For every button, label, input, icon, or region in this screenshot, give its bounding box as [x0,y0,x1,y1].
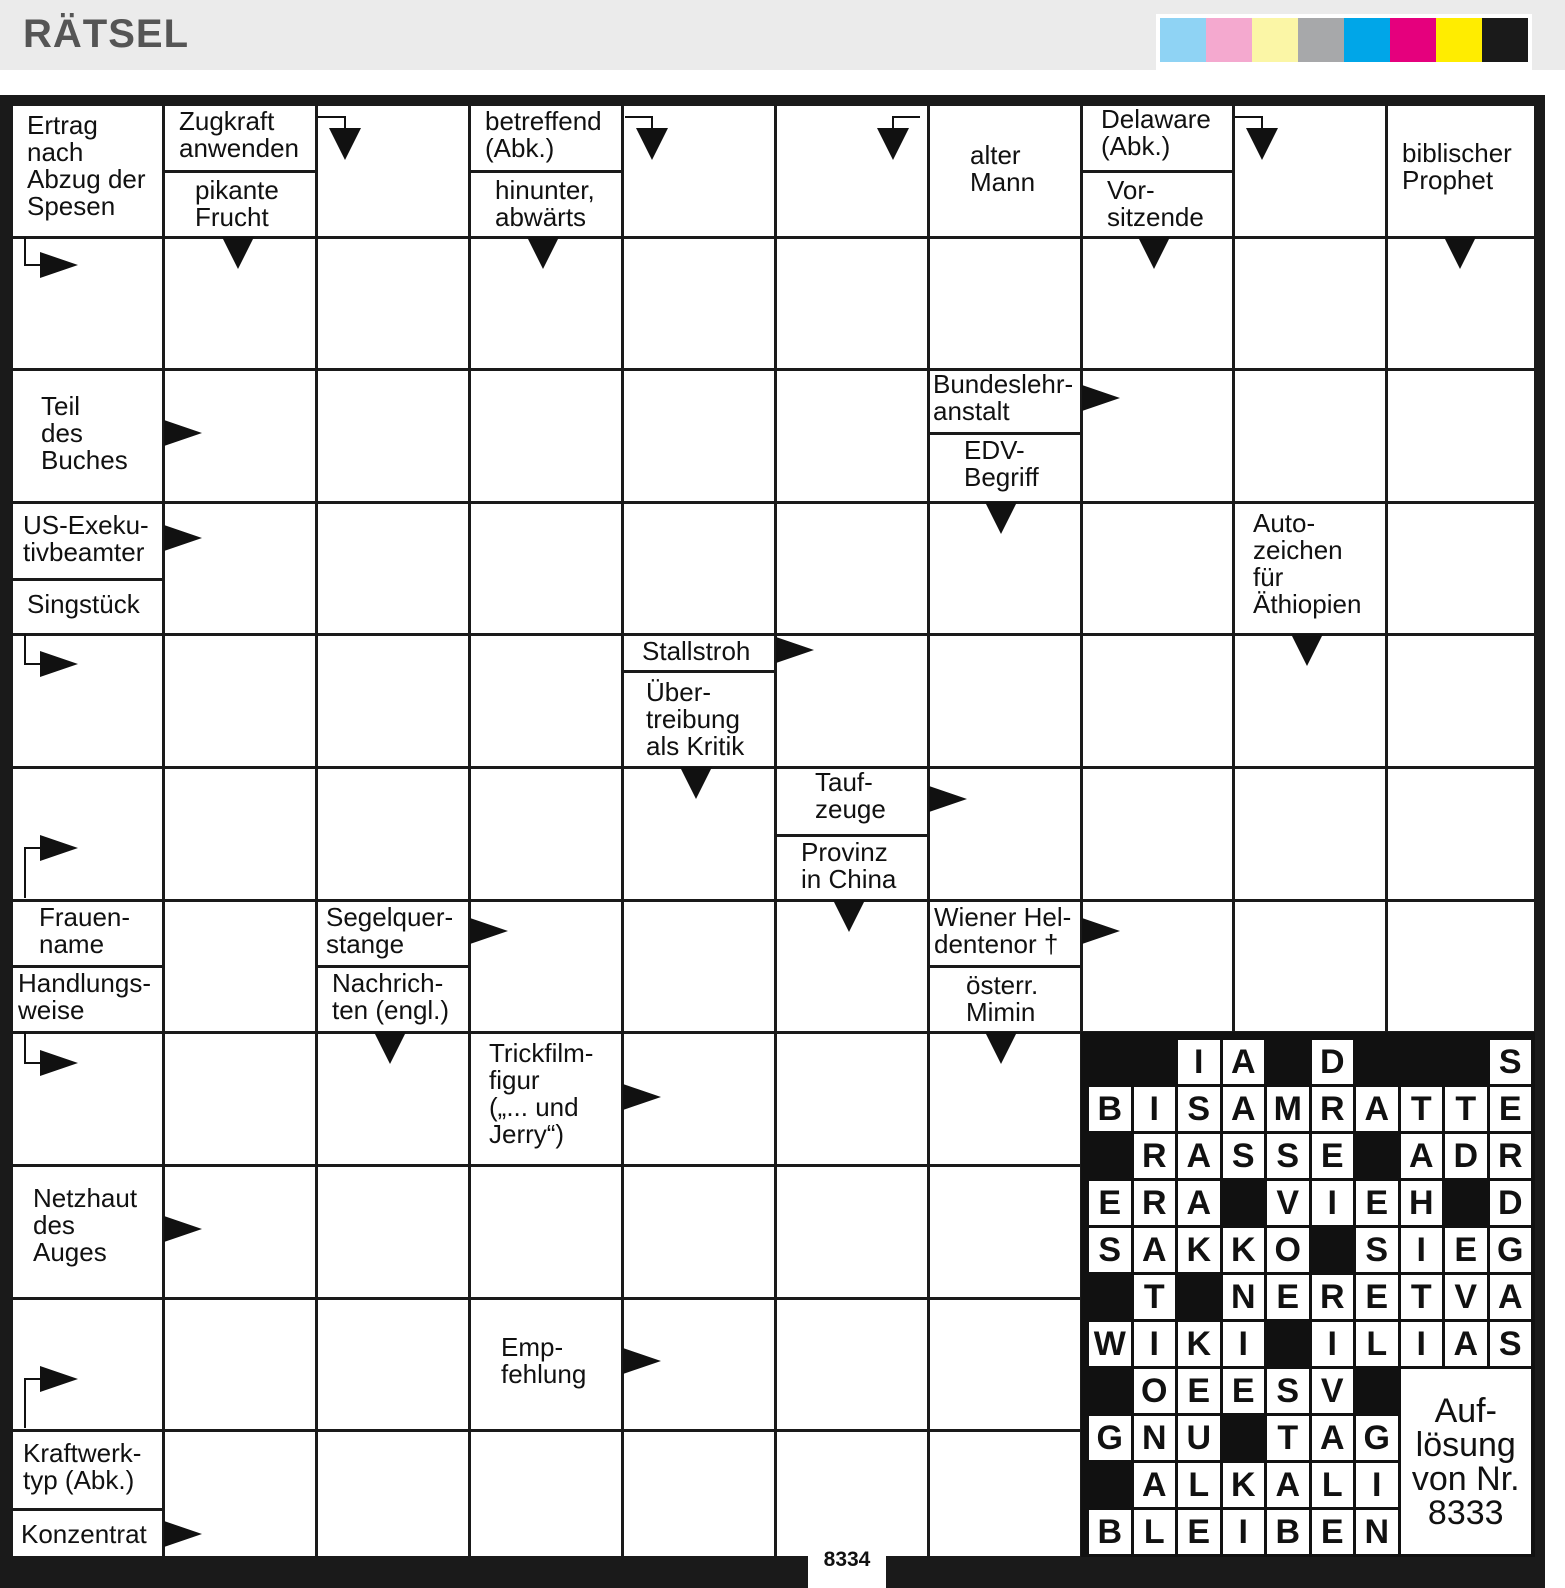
solution-letter: U [1178,1416,1220,1460]
page-title: RÄTSEL [23,12,189,56]
solution-letter: G [1089,1416,1131,1460]
answer-cell[interactable] [13,1300,162,1429]
solution-letter: D [1312,1040,1354,1084]
solution-letter: T [1401,1087,1443,1131]
answer-cell[interactable] [930,1167,1080,1297]
solution-letter: G [1490,1228,1532,1272]
solution-letter: M [1267,1087,1309,1131]
answer-cell[interactable] [624,106,774,236]
solution-letter: L [1312,1463,1354,1507]
solution-letter: B [1267,1510,1309,1554]
clue-c22: Segelquer- stange [318,902,468,965]
clue-c17: Über- treibung als Kritik [624,673,774,766]
solution-letter: V [1312,1369,1354,1413]
solution-letter: E [1267,1275,1309,1319]
solution-letter: R [1490,1134,1532,1178]
solution-letter: I [1223,1322,1265,1366]
solution-letter: K [1178,1322,1220,1366]
answer-cell[interactable] [777,1167,927,1297]
answer-cell[interactable] [1235,239,1385,368]
answer-cell[interactable] [165,1034,315,1164]
clue-c16: Stallstroh [624,636,774,670]
answer-cell[interactable] [1388,636,1534,766]
answer-cell[interactable] [165,504,315,633]
answer-cell[interactable] [318,1167,468,1297]
answer-cell[interactable] [777,1034,927,1164]
arrow-down-icon [985,502,1017,534]
solution-letter: N [1134,1416,1176,1460]
clue-c11: Bundeslehr- anstalt [930,371,1080,432]
solution-letter: A [1178,1134,1220,1178]
color-swatch [1390,18,1436,62]
solution-letter: E [1089,1181,1131,1225]
clue-c10: Teil des Buches [13,371,162,501]
solution-letter: I [1134,1087,1176,1131]
clue-c9: biblischer Prophet [1388,106,1534,236]
solution-letter: O [1267,1228,1309,1272]
solution-letter: W [1089,1322,1131,1366]
arrow-down-icon [374,1032,406,1064]
arrow-down-icon [222,237,254,269]
solution-letter: R [1312,1087,1354,1131]
answer-cell[interactable] [777,504,927,633]
answer-cell[interactable] [930,636,1080,766]
solution-letter: I [1401,1228,1443,1272]
clue-c8: Vor- sitzende [1083,173,1232,236]
answer-cell[interactable] [624,902,774,1031]
solution-letter: N [1223,1275,1265,1319]
solution-letter: K [1178,1228,1220,1272]
solution-letter: S [1178,1087,1220,1131]
answer-cell[interactable] [1235,769,1385,899]
puzzle-number: 8334 [808,1548,886,1588]
answer-cell[interactable] [1083,636,1232,766]
arrow-right-icon [623,1084,661,1110]
solution-letter: E [1223,1369,1265,1413]
answer-cell[interactable] [777,371,927,501]
arrow-down-icon [1138,237,1170,269]
answer-cell[interactable] [1388,769,1534,899]
clue-c26: Trickfilm- figur („... und Jerry“) [471,1034,621,1164]
solution-letter: D [1490,1181,1532,1225]
solution-letter: R [1312,1275,1354,1319]
arrow-down-icon [1291,634,1323,666]
solution-letter: S [1267,1369,1309,1413]
clue-c29: Kraftwerk- typ (Abk.) [13,1432,162,1508]
clue-c4: betreffend (Abk.) [471,106,621,170]
answer-cell[interactable] [624,1432,774,1556]
answer-cell[interactable] [318,1432,468,1556]
solution-letter: B [1089,1087,1131,1131]
arrow-right-icon [164,525,202,551]
arrow-down-icon [1444,237,1476,269]
answer-cell[interactable] [318,371,468,501]
clue-c1: Ertrag nach Abzug der Spesen [13,106,162,236]
solution-letter: A [1178,1181,1220,1225]
color-swatch [1298,18,1344,62]
answer-cell[interactable] [13,1034,162,1164]
answer-cell[interactable] [1083,504,1232,633]
clue-c3: pikante Frucht [165,173,315,236]
arrow-right-icon [164,420,202,446]
solution-letter: I [1401,1322,1443,1366]
clue-c12: EDV- Begriff [930,435,1080,501]
solution-label: Auf- lösung von Nr. 8333 [1401,1369,1532,1554]
solution-letter: B [1089,1510,1131,1554]
arrow-down-icon [985,1032,1017,1064]
solution-letter: S [1356,1228,1398,1272]
answer-cell[interactable] [1235,902,1385,1031]
solution-letter: E [1312,1510,1354,1554]
solution-letter: A [1490,1275,1532,1319]
solution-letter: I [1178,1040,1220,1084]
solution-letter: D [1445,1134,1487,1178]
answer-cell[interactable] [471,1167,621,1297]
answer-cell[interactable] [1235,371,1385,501]
solution-letter: T [1134,1275,1176,1319]
clue-c7: Delaware (Abk.) [1083,106,1232,170]
solution-letter: I [1356,1463,1398,1507]
solution-letter: A [1223,1087,1265,1131]
solution-letter: V [1267,1181,1309,1225]
answer-cell[interactable] [165,1300,315,1429]
clue-c27: Netzhaut des Auges [13,1167,162,1297]
answer-cell[interactable] [777,106,927,236]
color-swatch [1482,18,1528,62]
solution-letter: A [1134,1463,1176,1507]
answer-cell[interactable] [1235,106,1385,236]
solution-letter: L [1356,1322,1398,1366]
solution-letter: S [1490,1322,1532,1366]
answer-cell[interactable] [930,239,1080,368]
solution-letter: T [1267,1416,1309,1460]
answer-cell[interactable] [930,1300,1080,1429]
answer-cell[interactable] [471,636,621,766]
answer-cell[interactable] [318,769,468,899]
clue-c23: Nachrich- ten (engl.) [318,968,468,1031]
answer-cell[interactable] [624,239,774,368]
answer-cell[interactable] [777,239,927,368]
solution-letter: G [1356,1416,1398,1460]
solution-letter: E [1445,1228,1487,1272]
solution-letter: H [1401,1181,1443,1225]
arrow-down-icon [833,900,865,932]
solution-letter: K [1223,1463,1265,1507]
color-swatch [1160,18,1206,62]
answer-cell[interactable] [13,239,162,368]
answer-cell[interactable] [1388,504,1534,633]
solution-letter: A [1356,1087,1398,1131]
answer-cell[interactable] [930,1432,1080,1556]
answer-cell[interactable] [624,371,774,501]
solution-letter: I [1134,1322,1176,1366]
clue-c6: alter Mann [930,106,1080,236]
clue-c21: Handlungs- weise [13,968,162,1031]
solution-letter: L [1134,1510,1176,1554]
solution-letter: R [1134,1181,1176,1225]
answer-cell[interactable] [318,1300,468,1429]
answer-cell[interactable] [777,1432,927,1556]
arrow-right-icon [470,918,508,944]
solution-letter: A [1401,1134,1443,1178]
clue-c15: Auto- zeichen für Äthiopien [1235,504,1385,633]
clue-c19: Provinz in China [777,837,927,899]
color-swatch [1206,18,1252,62]
color-swatch [1436,18,1482,62]
clue-c25: österr. Mimin [930,968,1080,1031]
color-swatch [1252,18,1298,62]
clue-c5: hinunter, abwärts [471,173,621,236]
answer-cell[interactable] [13,636,162,766]
answer-cell[interactable] [777,1300,927,1429]
arrow-right-icon [164,1521,202,1547]
solution-letter: E [1312,1134,1354,1178]
solution-letter: I [1312,1322,1354,1366]
arrow-right-icon [776,637,814,663]
arrow-right-icon [1082,918,1120,944]
solution-letter: A [1134,1228,1176,1272]
arrow-right-icon [164,1216,202,1242]
clue-c18: Tauf- zeuge [777,769,927,834]
color-calibration-bar [1156,14,1532,74]
answer-cell[interactable] [1388,371,1534,501]
solution-letter: A [1312,1416,1354,1460]
solution-letter: A [1267,1463,1309,1507]
solution-letter: E [1178,1510,1220,1554]
solution-letter: I [1312,1181,1354,1225]
clue-c30: Konzentrat [13,1511,162,1556]
solution-letter: S [1267,1134,1309,1178]
clue-c13: US-Exeku- tivbeamter [13,504,162,578]
answer-cell[interactable] [318,636,468,766]
solution-letter: V [1445,1275,1487,1319]
clue-c2: Zugkraft anwenden [165,106,315,170]
solution-letter: A [1223,1040,1265,1084]
solution-letter: S [1089,1228,1131,1272]
clue-c24: Wiener Hel- dentenor † [930,902,1080,965]
answer-cell[interactable] [471,504,621,633]
answer-cell[interactable] [165,769,315,899]
solution-letter: R [1134,1134,1176,1178]
solution-letter: E [1178,1369,1220,1413]
solution-letter: E [1356,1275,1398,1319]
header-bar [0,0,1565,70]
clue-c20: Frauen- name [13,902,162,965]
solution-letter: A [1445,1322,1487,1366]
solution-letter: I [1223,1510,1265,1554]
answer-cell[interactable] [318,106,468,236]
clue-c28: Emp- fehlung [471,1300,621,1429]
solution-letter: S [1490,1040,1532,1084]
answer-cell[interactable] [471,1432,621,1556]
answer-cell[interactable] [13,769,162,899]
clue-c14: Singstück [13,581,162,633]
answer-cell[interactable] [1083,769,1232,899]
solution-letter: T [1445,1087,1487,1131]
arrow-right-icon [929,786,967,812]
solution-letter: K [1223,1228,1265,1272]
solution-letter: N [1356,1510,1398,1554]
answer-cell[interactable] [471,371,621,501]
color-swatch [1344,18,1390,62]
answer-cell[interactable] [624,1167,774,1297]
arrow-down-icon [680,767,712,799]
arrow-down-icon [527,237,559,269]
arrow-right-icon [1082,385,1120,411]
answer-cell[interactable] [471,769,621,899]
answer-cell[interactable] [624,504,774,633]
solution-letter: S [1223,1134,1265,1178]
arrow-right-icon [623,1348,661,1374]
answer-cell[interactable] [1388,902,1534,1031]
solution-letter: T [1401,1275,1443,1319]
solution-letter: E [1356,1181,1398,1225]
answer-cell[interactable] [165,902,315,1031]
answer-cell[interactable] [318,239,468,368]
solution-letter: E [1490,1087,1532,1131]
solution-letter: L [1178,1463,1220,1507]
solution-letter: O [1134,1369,1176,1413]
answer-cell[interactable] [318,504,468,633]
answer-cell[interactable] [165,636,315,766]
